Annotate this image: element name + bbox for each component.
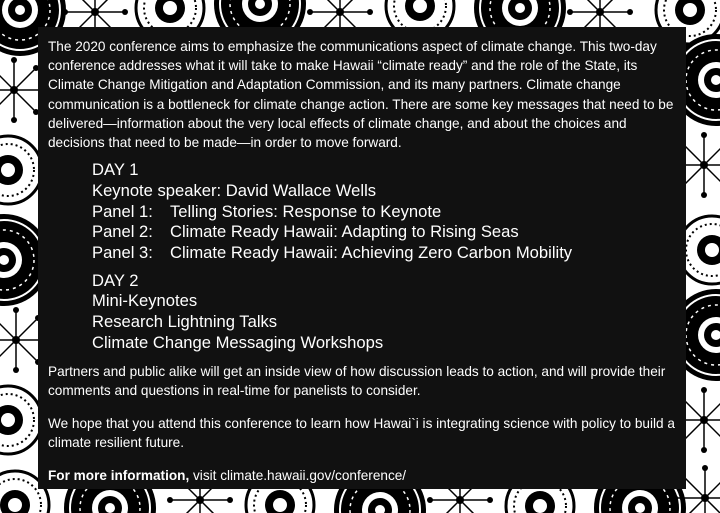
panel-title: Climate Ready Hawaii: Achieving Zero Carbon Mobility [170,243,573,263]
day1-keynote: Keynote speaker: David Wallace Wells [92,180,377,200]
day1-block [92,160,676,264]
conference-info-panel [38,27,686,489]
more-info-label: For more information, [48,468,190,484]
more-info-line [48,466,676,485]
day2-item: Mini-Keynotes [92,291,198,311]
day2-block [92,271,676,354]
intro-paragraph: The 2020 conference aims to emphasize the communications aspect of climate change. This two-day conference addresses what it will take to make Hawaii “climate ready” and the role of the State, its Climate Change Mitigation and Adaptation Commission, and its many partners. Climate change communication is a bottleneck for climate change action. There are some key messages that need to be delivered—information about the very local effects of climate change, and about the choices and decisions that need to be made—in order to move forward. [48,39,674,151]
panel-title: Telling Stories: Response to Keynote [170,201,442,221]
day2-item: Climate Change Messaging Workshops [92,332,384,352]
more-info-link[interactable]: visit climate.hawaii.gov/conference/ [189,468,407,484]
day1-heading: DAY 1 [92,160,139,180]
panel-label: Panel 1: [92,201,153,221]
panel-label: Panel 2: [92,222,153,242]
panel-label: Panel 3: [92,243,153,263]
schedule [92,160,676,353]
hope-paragraph: We hope that you attend this conference to learn how Hawai`i is integrating science with policy to build a climate resilient future. [48,415,675,451]
day2-item: Research Lightning Talks [92,312,278,332]
partners-paragraph: Partners and public alike will get an inside view of how discussion leads to action, and will provide their comments and questions in real-time for panelists to consider. [48,363,666,398]
day1-panel-row [92,222,676,243]
day2-heading: DAY 2 [92,270,139,290]
panel-title: Climate Ready Hawaii: Adapting to Rising Seas [170,222,519,242]
day1-panel-row [92,202,676,223]
day1-panel-row [92,243,676,264]
